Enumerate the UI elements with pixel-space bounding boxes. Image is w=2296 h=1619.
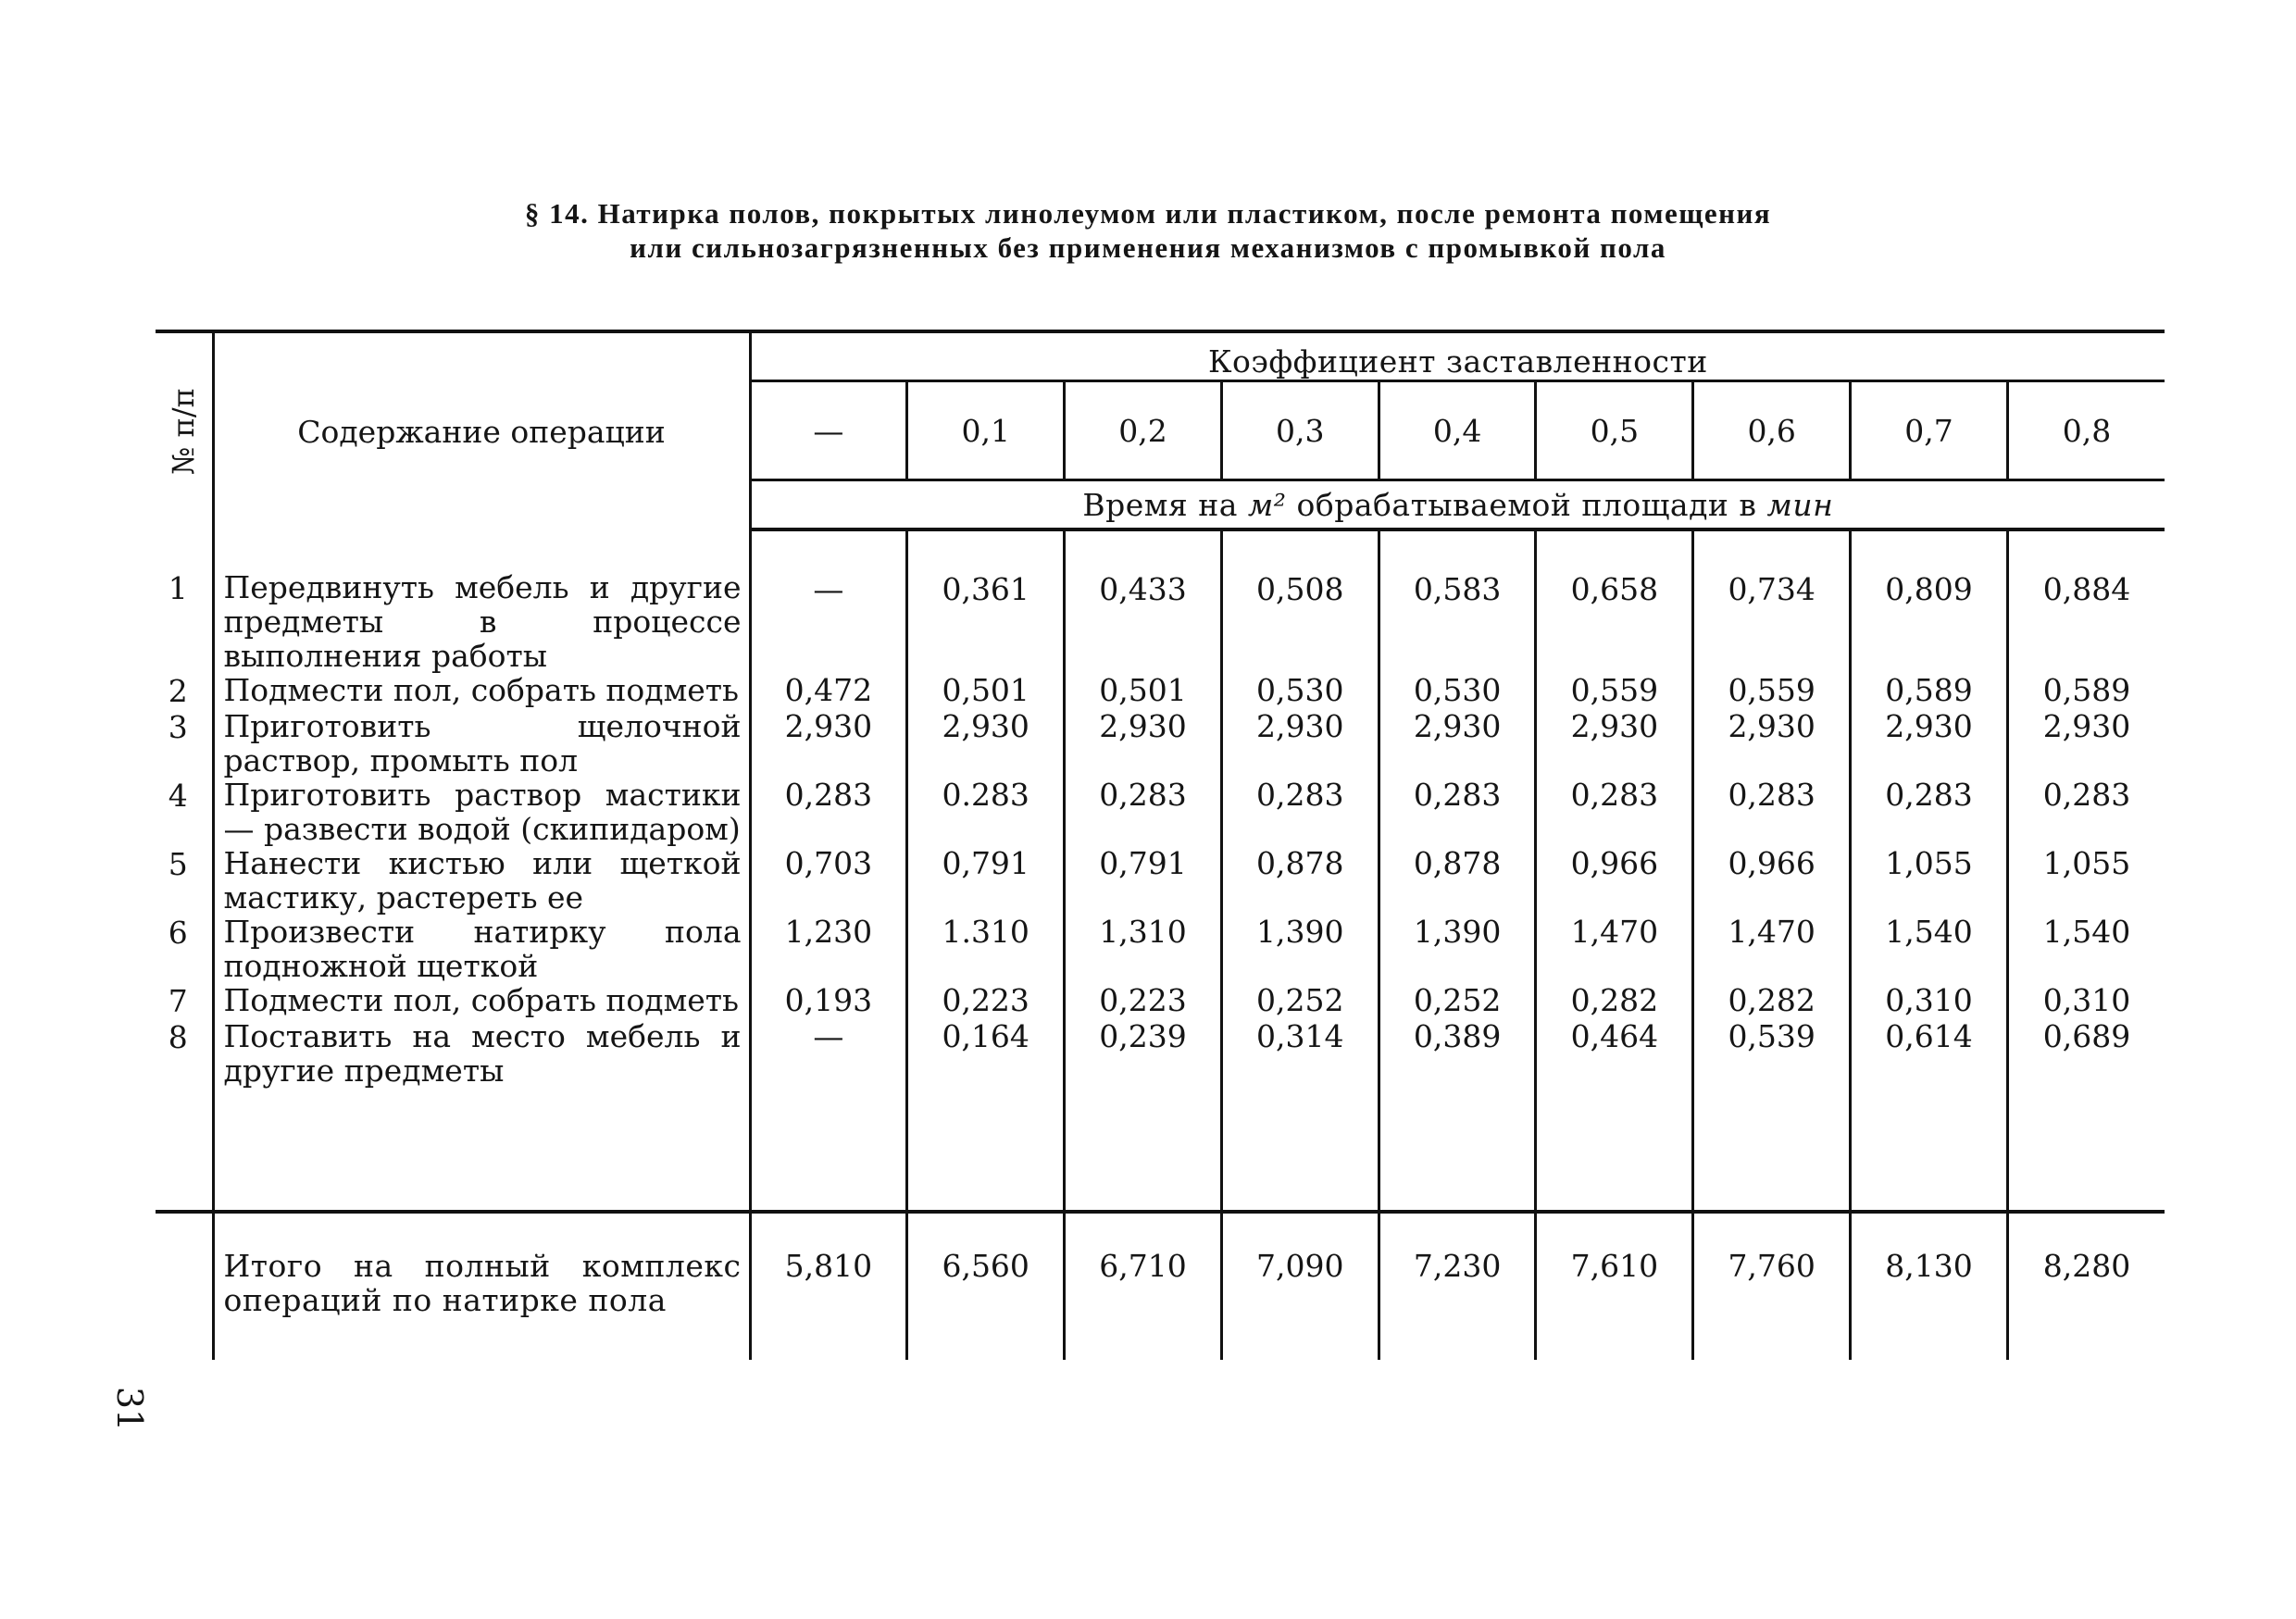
row-operation: Приготовить щелочной раствор, промыть пол <box>213 709 750 778</box>
row-number: 4 <box>168 778 188 814</box>
row-value: 1,540 <box>1851 915 2008 983</box>
row-number: 7 <box>168 983 188 1019</box>
row-value: 1,310 <box>1065 915 1222 983</box>
row-value: 2,930 <box>1065 709 1222 778</box>
row-value: 0,252 <box>1379 983 1536 1019</box>
table-body <box>156 529 2165 1212</box>
header-no: № п/п <box>166 388 202 475</box>
row-value: 0,433 <box>1065 529 1222 673</box>
total-value-6: 7,760 <box>1693 1212 1851 1360</box>
total-no <box>156 1212 213 1360</box>
row-value: 1,230 <box>750 915 907 983</box>
row-value: 0,223 <box>1065 983 1222 1019</box>
row-operation: Передвинуть мебель и другие предметы в процессе выполнения работы <box>213 529 750 673</box>
table-row <box>156 529 2165 673</box>
coef-header-7: 0,7 <box>1851 381 2008 480</box>
filler-cell <box>750 1088 907 1212</box>
row-value: 0,283 <box>1851 778 2008 846</box>
row-value: 0,559 <box>1536 673 1693 709</box>
row-value: 1,540 <box>2007 915 2165 983</box>
filler-cell <box>213 1088 750 1212</box>
row-operation: Подмести пол, собрать подметь <box>213 983 750 1019</box>
table-row <box>156 778 2165 846</box>
table-row <box>156 915 2165 983</box>
table-row <box>156 673 2165 709</box>
filler-cell <box>1693 1088 1851 1212</box>
time-label-unit2: мин <box>1766 486 1834 523</box>
row-value: 0,193 <box>750 983 907 1019</box>
row-value: 0,283 <box>2007 778 2165 846</box>
row-value: 0,283 <box>1221 778 1379 846</box>
row-value: 0,472 <box>750 673 907 709</box>
row-value: 0,389 <box>1379 1019 1536 1088</box>
row-value: 0,791 <box>1065 846 1222 915</box>
row-value: 0,361 <box>907 529 1065 673</box>
coef-header-0: — <box>750 381 907 480</box>
time-label-unit: м² <box>1247 486 1287 523</box>
row-value: 2,930 <box>1851 709 2008 778</box>
header-no-cell <box>156 331 213 529</box>
row-value: 0,614 <box>1851 1019 2008 1088</box>
row-value: 0,501 <box>907 673 1065 709</box>
filler-cell <box>1065 1088 1222 1212</box>
row-value: 0,310 <box>1851 983 2008 1019</box>
row-value: 1,390 <box>1221 915 1379 983</box>
total-value-1: 6,560 <box>907 1212 1065 1360</box>
row-operation: Нанести кистью или щеткой мастику, растереть ее <box>213 846 750 915</box>
row-number: 2 <box>168 673 188 709</box>
row-number: 8 <box>168 1019 188 1055</box>
row-value: 0,223 <box>907 983 1065 1019</box>
row-value: 0,539 <box>1693 1019 1851 1088</box>
row-value: 0,530 <box>1379 673 1536 709</box>
filler-row <box>156 1088 2165 1212</box>
row-value: 0,583 <box>1379 529 1536 673</box>
coef-header-1: 0,1 <box>907 381 1065 480</box>
row-value: 2,930 <box>907 709 1065 778</box>
row-operation: Подмести пол, собрать подметь <box>213 673 750 709</box>
filler-cell <box>1536 1088 1693 1212</box>
row-operation: Поставить на место мебель и другие предметы <box>213 1019 750 1088</box>
filler-cell <box>1851 1088 2008 1212</box>
row-value: 0,282 <box>1536 983 1693 1019</box>
filler-cell <box>2007 1088 2165 1212</box>
filler-cell <box>1379 1088 1536 1212</box>
row-value: 2,930 <box>1221 709 1379 778</box>
row-value: 0,791 <box>907 846 1065 915</box>
row-value: 0,966 <box>1536 846 1693 915</box>
coef-header-3: 0,3 <box>1221 381 1379 480</box>
total-value-4: 7,230 <box>1379 1212 1536 1360</box>
filler-cell <box>1221 1088 1379 1212</box>
row-value: 1,470 <box>1536 915 1693 983</box>
time-label-mid: обрабатываемой площади в <box>1286 486 1767 523</box>
row-value: 0,966 <box>1693 846 1851 915</box>
row-value: 0,164 <box>907 1019 1065 1088</box>
row-value: 0,658 <box>1536 529 1693 673</box>
row-value: 0,282 <box>1693 983 1851 1019</box>
coef-header-6: 0,6 <box>1693 381 1851 480</box>
row-value: 1,055 <box>2007 846 2165 915</box>
row-number: 3 <box>168 709 188 745</box>
total-value-0: 5,810 <box>750 1212 907 1360</box>
row-value: 0,314 <box>1221 1019 1379 1088</box>
table-row <box>156 846 2165 915</box>
row-value: 0,530 <box>1221 673 1379 709</box>
section-title <box>0 196 2296 265</box>
row-value: 2,930 <box>1693 709 1851 778</box>
row-value: 0,252 <box>1221 983 1379 1019</box>
filler-cell <box>907 1088 1065 1212</box>
header-coefficient-title: Коэффициент заставленности <box>750 331 2165 381</box>
row-value: 0,878 <box>1221 846 1379 915</box>
row-value: 0,689 <box>2007 1019 2165 1088</box>
row-operation: Приготовить раствор мастики — развести водой (скипидаром) <box>213 778 750 846</box>
row-value: 0,809 <box>1851 529 2008 673</box>
row-value: 0,283 <box>1693 778 1851 846</box>
total-value-5: 7,610 <box>1536 1212 1693 1360</box>
row-value: 0,884 <box>2007 529 2165 673</box>
row-value: 1.310 <box>907 915 1065 983</box>
row-value: 1,055 <box>1851 846 2008 915</box>
total-value-8: 8,280 <box>2007 1212 2165 1360</box>
row-value: 0,464 <box>1536 1019 1693 1088</box>
row-value: 0,501 <box>1065 673 1222 709</box>
row-value: — <box>750 1019 907 1088</box>
row-value: 0,589 <box>2007 673 2165 709</box>
row-value: 2,930 <box>2007 709 2165 778</box>
header-operation: Содержание операции <box>213 331 750 529</box>
row-number: 6 <box>168 915 188 951</box>
header-time-label <box>750 480 2165 530</box>
row-value: 0,589 <box>1851 673 2008 709</box>
row-value: 2,930 <box>1536 709 1693 778</box>
coef-header-4: 0,4 <box>1379 381 1536 480</box>
time-label-prefix: Время на <box>1082 486 1248 523</box>
coef-header-5: 0,5 <box>1536 381 1693 480</box>
row-value: 1,390 <box>1379 915 1536 983</box>
total-label: Итого на полный комплекс операций по натирке пола <box>213 1212 750 1360</box>
row-value: 0,703 <box>750 846 907 915</box>
row-value: 0,878 <box>1379 846 1536 915</box>
filler-cell <box>156 1088 213 1212</box>
row-value: 0,559 <box>1693 673 1851 709</box>
row-operation: Произвести натирку пола подножной щеткой <box>213 915 750 983</box>
total-row <box>156 1212 2165 1360</box>
table-row <box>156 1019 2165 1088</box>
total-value-7: 8,130 <box>1851 1212 2008 1360</box>
title-line-1: § 14. Натирка полов, покрытых линолеумом или пластиком, после ремонта помещения <box>524 197 1772 230</box>
coef-header-8: 0,8 <box>2007 381 2165 480</box>
row-value: 0,283 <box>750 778 907 846</box>
coef-header-2: 0,2 <box>1065 381 1222 480</box>
title-line-2: или сильнозагрязненных без применения механизмов с промывкой пола <box>630 231 1666 264</box>
row-value: 0,283 <box>1065 778 1222 846</box>
row-number: 5 <box>168 846 188 882</box>
row-value: 0,283 <box>1536 778 1693 846</box>
table-header <box>156 331 2165 529</box>
table-row <box>156 983 2165 1019</box>
total-value-2: 6,710 <box>1065 1212 1222 1360</box>
row-value: 0,734 <box>1693 529 1851 673</box>
row-value: 0,283 <box>1379 778 1536 846</box>
row-value: — <box>750 529 907 673</box>
row-value: 2,930 <box>750 709 907 778</box>
row-value: 0,508 <box>1221 529 1379 673</box>
row-number: 1 <box>168 570 188 606</box>
total-value-3: 7,090 <box>1221 1212 1379 1360</box>
page-number: 31 <box>109 1386 151 1432</box>
row-value: 0,310 <box>2007 983 2165 1019</box>
row-value: 0,239 <box>1065 1019 1222 1088</box>
row-value: 0.283 <box>907 778 1065 846</box>
table-total <box>156 1212 2165 1360</box>
row-value: 2,930 <box>1379 709 1536 778</box>
norms-table <box>156 330 2165 1360</box>
table-row <box>156 709 2165 778</box>
row-value: 1,470 <box>1693 915 1851 983</box>
